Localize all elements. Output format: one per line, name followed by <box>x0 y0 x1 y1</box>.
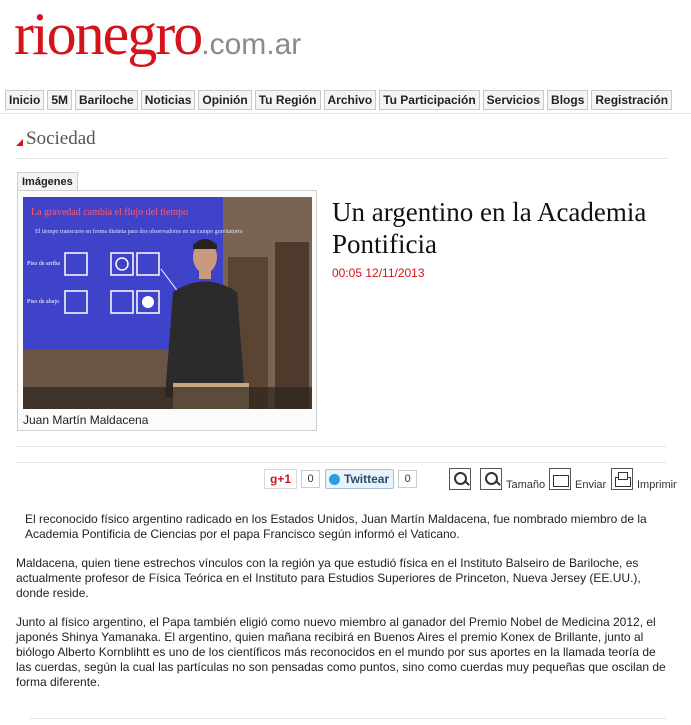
send-label[interactable]: Enviar <box>575 479 607 491</box>
article-body <box>16 512 672 704</box>
slide-subtitle: El tiempo transcurre en forma distinta para dos observadores en un campo gravitatorio <box>35 229 243 235</box>
slide-label-bottom: Piso de abajo <box>27 299 59 305</box>
envelope-icon[interactable] <box>549 468 571 490</box>
article-date: 00:05 12/11/2013 <box>332 266 425 280</box>
nav-item-archivo[interactable]: Archivo <box>324 90 377 110</box>
section-heading <box>16 128 96 150</box>
gallery-box <box>17 190 317 431</box>
zoom-out-tool[interactable] <box>449 468 471 490</box>
nav-item-tu-participacion[interactable]: Tu Participación <box>379 90 479 110</box>
photo-illustration <box>23 197 312 409</box>
gplus-button[interactable]: g+1 <box>264 469 297 489</box>
gallery-tab[interactable]: Imágenes <box>17 172 78 190</box>
divider-bottom <box>30 718 666 719</box>
nav-item-noticias[interactable]: Noticias <box>141 90 196 110</box>
photo-caption: Juan Martín Maldacena <box>23 413 149 427</box>
nav-item-tu-region[interactable]: Tu Región <box>255 90 321 110</box>
gplus-share <box>264 468 320 490</box>
article-title: Un argentino en la Academia Pontificia <box>332 197 647 259</box>
zoom-in-icon[interactable] <box>480 468 502 490</box>
tweet-button[interactable] <box>325 469 394 489</box>
main-navigation <box>5 90 689 110</box>
body-paragraph-1: El reconocido físico argentino radicado en los Estados Unidos, Juan Martín Maldacena, fue nombrado miembro de la Academia Pontificia de Ciencias por el papa Francisco según informó el Vaticano. <box>25 512 647 541</box>
gplus-count: 0 <box>301 470 320 488</box>
nav-item-inicio[interactable]: Inicio <box>5 90 44 110</box>
print-label[interactable]: Imprimir <box>637 479 677 491</box>
logo-domain: .com.ar <box>201 28 302 61</box>
divider-share <box>16 462 666 463</box>
section-divider <box>16 158 668 159</box>
text-size-tool[interactable] <box>480 468 545 490</box>
nav-item-registracion[interactable]: Registración <box>591 90 672 110</box>
divider-top <box>16 446 666 447</box>
twitter-bird-icon <box>329 474 340 485</box>
send-tool[interactable] <box>549 468 606 490</box>
site-logo[interactable] <box>14 2 301 66</box>
section-marker-icon <box>16 139 23 146</box>
body-paragraph-3: Junto al físico argentino, el Papa también eligió como nuevo miembro al ganador del Premio Nobel de Medicina 2012, el japonés Shinya Yamanaka. El argentino, quien mañana recibirá en Buenos Aires el premio Konex de Brillante, junto al biólogo Alberto Kornblihtt es uno de los científicos más reconocidos en el mundo por sus aportes en la llamada teoría de las cuerdas, según la cual las partículas no son pensadas como puntos, sino como cuerdas muy pequeñas que oscilan de forma diferente. <box>16 615 666 689</box>
zoom-out-icon[interactable] <box>449 468 471 490</box>
tweet-count: 0 <box>398 470 417 488</box>
article-photo[interactable] <box>23 197 312 409</box>
tweet-share <box>325 468 417 490</box>
nav-item-5m[interactable]: 5M <box>47 90 72 110</box>
nav-item-servicios[interactable]: Servicios <box>483 90 544 110</box>
nav-item-blogs[interactable]: Blogs <box>547 90 588 110</box>
slide-label-top: Piso de arriba <box>27 261 60 267</box>
printer-icon[interactable] <box>611 468 633 490</box>
nav-item-opinion[interactable]: Opinión <box>198 90 251 110</box>
tweet-label: Twittear <box>344 472 390 486</box>
section-label[interactable]: Sociedad <box>26 128 96 149</box>
print-tool[interactable] <box>611 468 677 490</box>
text-size-label[interactable]: Tamaño <box>506 479 546 491</box>
nav-item-bariloche[interactable]: Bariloche <box>75 90 138 110</box>
nav-divider <box>0 113 691 114</box>
slide-title: La gravedad cambia el flujo del tiempo <box>31 207 189 218</box>
logo-wordmark: rionegro <box>14 1 202 67</box>
body-paragraph-2: Maldacena, quien tiene estrechos vínculos con la región ya que estudió física en el Instituto Balseiro de Bariloche, es actualmente profesor de Física Teórica en el Instituto para Estudios Superiores de Princeton, Nueva Jersey (EE.UU.), donde reside. <box>16 556 641 600</box>
